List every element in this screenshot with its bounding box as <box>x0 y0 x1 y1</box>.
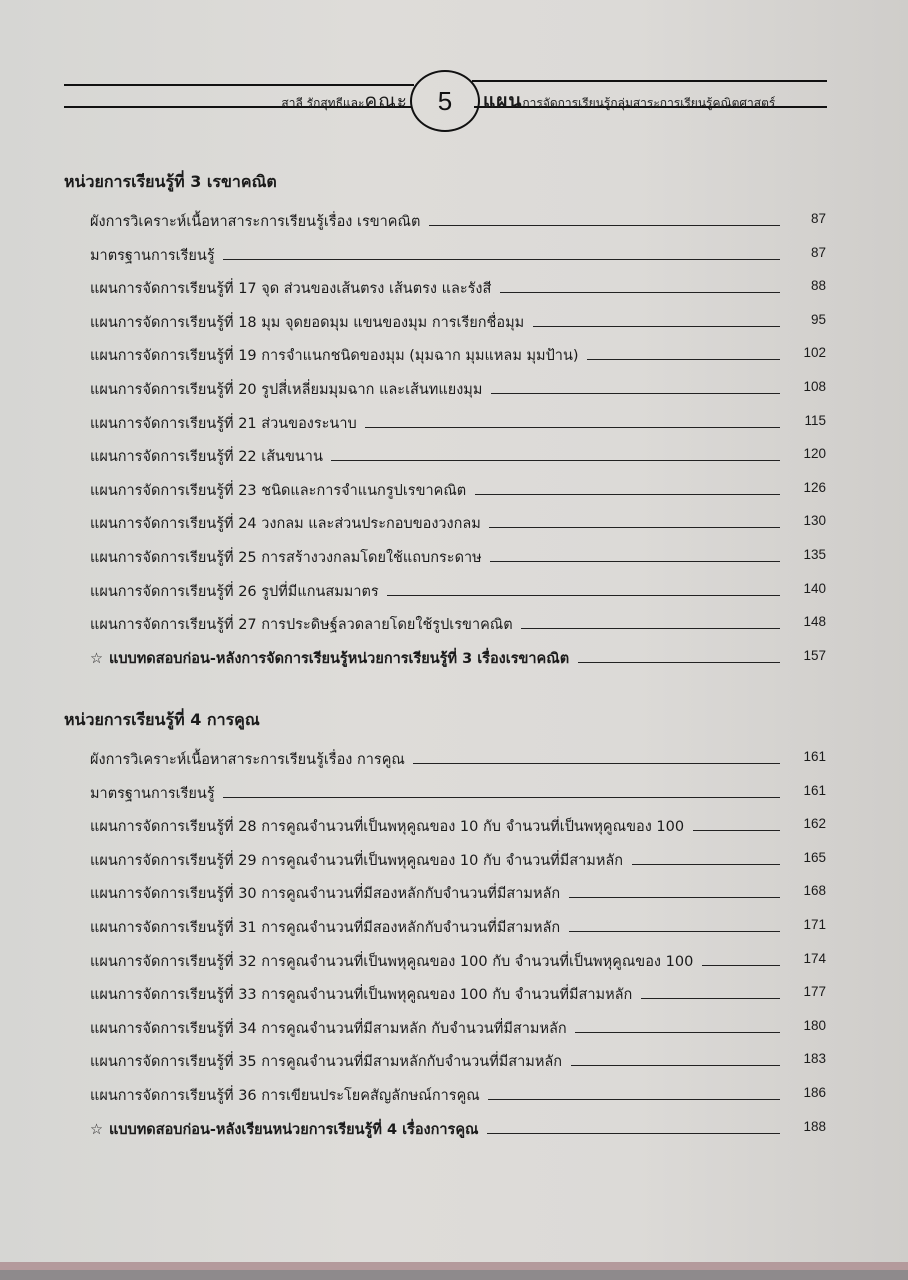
toc-entry[interactable] <box>90 309 826 333</box>
toc-page-number: 102 <box>803 345 826 361</box>
toc-page-number: 168 <box>803 883 826 899</box>
toc-leader-line <box>575 1032 780 1033</box>
toc-entry-text: แผนการจัดการเรียนรู้ที่ 31 การคูณจำนวนที่มีสองหลักกับจำนวนที่มีสามหลัก <box>90 920 561 936</box>
toc-entry[interactable] <box>90 880 826 904</box>
toc-entry-title <box>90 849 623 872</box>
header-title-main: แผน <box>483 90 523 112</box>
toc-entry[interactable] <box>90 746 826 770</box>
toc-test-entry[interactable] <box>90 645 826 669</box>
toc-entry-text: มาตรฐานการเรียนรู้ <box>90 247 215 264</box>
toc-entry-title <box>90 983 632 1006</box>
toc-leader-line <box>491 393 780 394</box>
toc-entry[interactable] <box>90 780 826 804</box>
toc-entry-text: มาตรฐานการเรียนรู้ <box>90 785 215 802</box>
toc-page-number: 177 <box>803 984 826 1000</box>
toc-leader-line <box>632 864 780 865</box>
toc-entry-text: แผนการจัดการเรียนรู้ที่ 17 จุด ส่วนของเส้นตรง เส้นตรง และรังสี <box>90 281 492 298</box>
toc-entry-title <box>90 882 560 905</box>
section-heading: หน่วยการเรียนรู้ที่ 3 เรขาคณิต <box>64 172 277 191</box>
toc-page-number: 108 <box>803 379 826 394</box>
toc-leader-line <box>223 259 780 260</box>
toc-entry-title <box>90 479 466 502</box>
toc-test-entry[interactable] <box>90 1116 826 1140</box>
toc-entry-title <box>90 916 560 939</box>
toc-leader-line <box>641 998 780 999</box>
toc-entry-title <box>90 1017 567 1040</box>
toc-entry[interactable] <box>90 477 826 501</box>
toc-leader-line <box>693 830 780 831</box>
toc-entry[interactable] <box>90 914 826 938</box>
toc-entry-title <box>90 512 481 535</box>
toc-page-number: 87 <box>810 244 826 260</box>
toc-page-number: 186 <box>803 1085 826 1100</box>
toc-leader-line <box>578 662 780 663</box>
toc-entry[interactable] <box>90 981 826 1005</box>
toc-entry-title <box>90 782 215 805</box>
toc-entry[interactable] <box>90 443 826 467</box>
toc-entry[interactable] <box>90 611 826 635</box>
toc-page-number: 161 <box>803 782 826 798</box>
toc-entry-text: แผนการจัดการเรียนรู้ที่ 28 การคูณจำนวนที่เป็นพหุคูณของ 10 กับ จำนวนที่เป็นพหุคูณของ 100 <box>90 819 685 836</box>
toc-entry-title <box>90 378 482 401</box>
star-icon: ☆ <box>90 1121 103 1138</box>
toc-page-number: 171 <box>803 917 826 932</box>
toc-entry-text: แผนการจัดการเรียนรู้ที่ 19 การจำแนกชนิดของมุม (มุมฉาก มุมแหลม มุมป้าน) <box>90 348 579 365</box>
toc-entry-text: แบบทดสอบก่อน-หลังการจัดการเรียนรู้หน่วยการเรียนรู้ที่ 3 เรื่องเรขาคณิต <box>109 650 570 667</box>
toc-entry-text: แผนการจัดการเรียนรู้ที่ 24 วงกลม และส่วนประกอบของวงกลม <box>90 516 481 533</box>
toc-page-number: 157 <box>803 647 826 663</box>
toc-leader-line <box>490 561 780 562</box>
toc-entry[interactable] <box>90 544 826 568</box>
toc-entry-title <box>90 1118 478 1141</box>
toc-entry-title <box>90 748 405 771</box>
toc-entry[interactable] <box>90 376 826 400</box>
toc-entry-title <box>90 311 524 334</box>
toc-page-number: 162 <box>803 816 826 832</box>
toc-leader-line <box>571 1065 780 1066</box>
toc-leader-line <box>387 595 780 596</box>
toc-leader-line <box>331 460 780 461</box>
toc-entry-text: แผนการจัดการเรียนรู้ที่ 20 รูปสี่เหลี่ยมมุมฉาก และเส้นทแยงมุม <box>90 382 483 398</box>
toc-entry-title <box>90 580 379 603</box>
toc-entry[interactable] <box>90 510 826 534</box>
toc-entry-text: แผนการจัดการเรียนรู้ที่ 23 ชนิดและการจำแนกรูปเรขาคณิต <box>90 482 467 499</box>
toc-entry[interactable] <box>90 1082 826 1106</box>
toc-entry-title <box>90 546 482 569</box>
toc-entry-title <box>90 1084 480 1107</box>
toc-page-number: 148 <box>803 614 826 630</box>
toc-entry-text: แผนการจัดการเรียนรู้ที่ 35 การคูณจำนวนที่มีสามหลักกับจำนวนที่มีสามหลัก <box>90 1054 563 1071</box>
toc-leader-line <box>569 897 780 898</box>
toc-entry[interactable] <box>90 813 826 837</box>
toc-page-number: 188 <box>803 1118 826 1134</box>
toc-entry[interactable] <box>90 242 826 266</box>
toc-entry-text: แผนการจัดการเรียนรู้ที่ 27 การประดิษฐ์ลวดลายโดยใช้รูปเรขาคณิต <box>90 617 513 634</box>
toc-entry-title <box>90 412 357 435</box>
toc-page-number: 88 <box>810 278 826 294</box>
toc-entry-text: แผนการจัดการเรียนรู้ที่ 22 เส้นขนาน <box>90 449 323 466</box>
toc-entry-text: แผนการจัดการเรียนรู้ที่ 18 มุม จุดยอดมุม แขนของมุม การเรียกชื่อมุม <box>90 314 525 331</box>
toc-page-number: 183 <box>803 1051 826 1067</box>
toc-entry-title <box>90 647 569 670</box>
toc-entry-title <box>90 344 579 367</box>
toc-entry-text: แบบทดสอบก่อน-หลังเรียนหน่วยการเรียนรู้ที่ 4 เรื่องการคูณ <box>109 1121 479 1138</box>
toc-entry-title <box>90 613 513 636</box>
toc-leader-line <box>223 797 780 798</box>
header-authors-names: สาลี รักสุทธีและ <box>281 96 365 110</box>
toc-leader-line <box>702 965 780 966</box>
toc-entry[interactable] <box>90 342 826 366</box>
toc-entry-title <box>90 210 420 233</box>
toc-entry-text: แผนการจัดการเรียนรู้ที่ 21 ส่วนของระนาบ <box>90 415 357 432</box>
toc-entry-title <box>90 445 323 468</box>
toc-leader-line <box>365 427 780 428</box>
toc-leader-line <box>413 763 780 764</box>
toc-entry-text: ผังการวิเคราะห์เนื้อหาสาระการเรียนรู้เรื่อง การคูณ <box>90 752 405 768</box>
toc-entry-text: แผนการจัดการเรียนรู้ที่ 26 รูปที่มีแกนสมมาตร <box>90 583 379 600</box>
toc-entry-text: แผนการจัดการเรียนรู้ที่ 34 การคูณจำนวนที่มีสามหลัก กับจำนวนที่มีสามหลัก <box>90 1020 567 1037</box>
toc-entry-text: แผนการจัดการเรียนรู้ที่ 33 การคูณจำนวนที่เป็นพหุคูณของ 100 กับ จำนวนที่มีสามหลัก <box>90 987 633 1004</box>
toc-entry-title <box>90 950 693 973</box>
toc-entry-text: แผนการจัดการเรียนรู้ที่ 32 การคูณจำนวนที่เป็นพหุคูณของ 100 กับ จำนวนที่เป็นพหุคูณของ 100 <box>90 953 694 970</box>
header-authors-team: คณะ <box>364 90 408 112</box>
toc-entry[interactable] <box>90 208 826 232</box>
toc-entry-title <box>90 277 491 300</box>
toc-leader-line <box>429 225 780 226</box>
toc-entry-text: ผังการวิเคราะห์เนื้อหาสาระการเรียนรู้เรื่อง เรขาคณิต <box>90 214 421 230</box>
toc-page-number: 161 <box>803 749 826 764</box>
toc-entry-text: แผนการจัดการเรียนรู้ที่ 36 การเขียนประโยคสัญลักษณ์การคูณ <box>90 1088 480 1104</box>
toc-page-number: 115 <box>804 412 826 428</box>
toc-leader-line <box>587 359 780 360</box>
toc-leader-line <box>475 494 780 495</box>
toc-page-number: 140 <box>803 580 826 596</box>
toc-page-number: 126 <box>803 479 826 495</box>
toc-entry[interactable] <box>90 1048 826 1072</box>
toc-entry-text: แผนการจัดการเรียนรู้ที่ 30 การคูณจำนวนที่มีสองหลักกับจำนวนที่มีสามหลัก <box>90 886 561 903</box>
toc-leader-line <box>533 326 780 327</box>
toc-entry-title <box>90 815 684 838</box>
toc-entry[interactable] <box>90 1015 826 1039</box>
toc-page-number: 174 <box>803 950 826 966</box>
header-title-rest: การจัดการเรียนรู้กลุ่มสาระการเรียนรู้คณิตศาสตร์ <box>522 96 776 110</box>
toc-entry[interactable] <box>90 410 826 434</box>
toc-page-number: 87 <box>810 211 826 226</box>
toc-leader-line <box>487 1133 780 1134</box>
toc-page-number: 180 <box>803 1017 826 1033</box>
toc-entry[interactable] <box>90 847 826 871</box>
toc-leader-line <box>569 931 780 932</box>
page-number: 5 <box>437 85 453 116</box>
toc-entry-text: แผนการจัดการเรียนรู้ที่ 29 การคูณจำนวนที่เป็นพหุคูณของ 10 กับ จำนวนที่มีสามหลัก <box>90 852 624 869</box>
toc-page-number: 165 <box>803 849 826 865</box>
toc-entry-text: แผนการจัดการเรียนรู้ที่ 25 การสร้างวงกลมโดยใช้แถบกระดาษ <box>90 550 482 566</box>
toc-entry[interactable] <box>90 578 826 602</box>
toc-page-number: 95 <box>810 311 826 327</box>
toc-leader-line <box>489 527 780 528</box>
star-icon: ☆ <box>90 650 103 667</box>
toc-entry[interactable] <box>90 275 826 299</box>
toc-leader-line <box>521 628 780 629</box>
toc-entry-title <box>90 1050 562 1073</box>
toc-page-number: 130 <box>803 513 826 529</box>
toc-leader-line <box>488 1099 780 1100</box>
toc-entry[interactable] <box>90 948 826 972</box>
section-heading: หน่วยการเรียนรู้ที่ 4 การคูณ <box>64 710 260 729</box>
toc-page-number: 120 <box>803 446 826 462</box>
toc-leader-line <box>500 292 780 293</box>
toc-page-number: 135 <box>803 547 826 562</box>
toc-entry-title <box>90 244 215 267</box>
